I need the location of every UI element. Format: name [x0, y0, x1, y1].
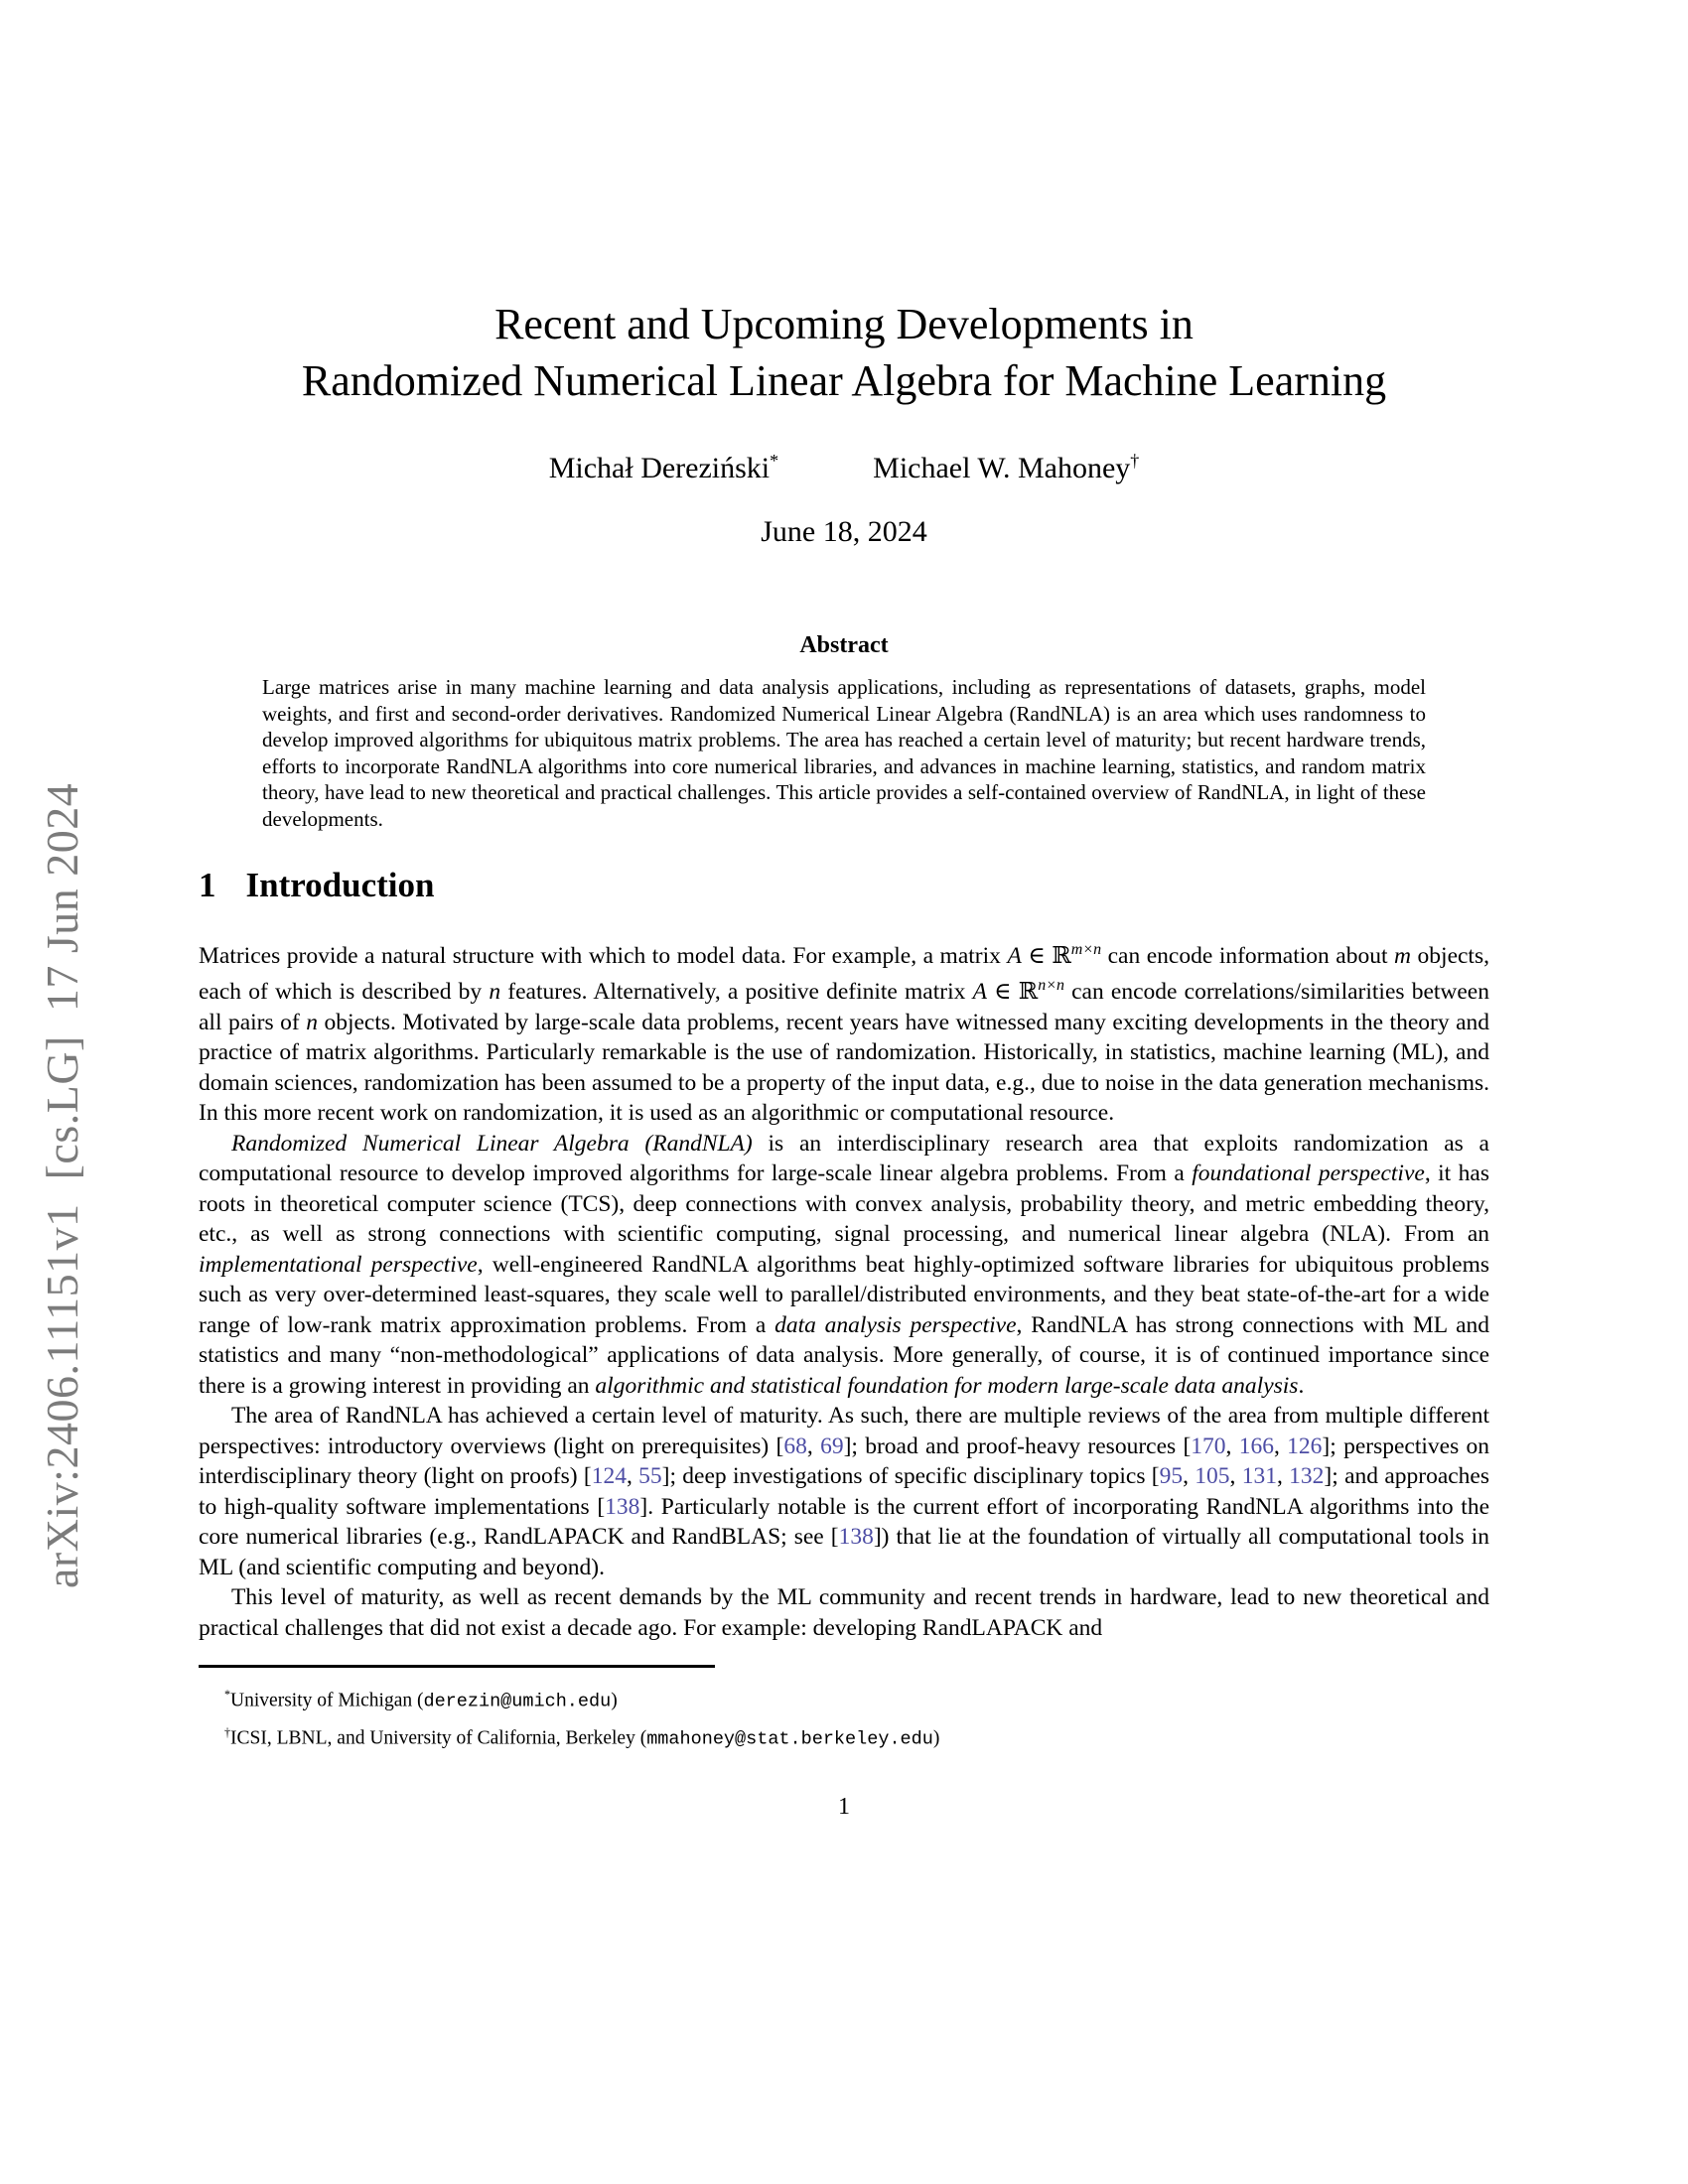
footnote-email: derezin@umich.edu [423, 1691, 612, 1712]
author-2 [873, 451, 1139, 485]
footnotes-block [199, 1680, 1489, 1754]
author-2-name: Michael W. Mahoney [873, 452, 1131, 484]
abstract-heading: Abstract [799, 632, 889, 658]
paper-title [199, 296, 1489, 409]
math-superscript: m×n [1070, 941, 1102, 958]
body-paragraph [199, 1401, 1489, 1582]
footnote-mark: † [224, 1724, 231, 1739]
arxiv-watermark: arXiv:2406.11151v1 [cs.LG] 17 Jun 2024 [37, 782, 87, 1588]
text-segment: can encode correlations/similarities between all pairs of [199, 979, 1489, 1035]
text-segment: The area of RandNLA has achieved a certain level of maturity. As such, there are multiple reviews of the area from multiple different perspectives: introductory overviews (light on prerequisites) [ [199, 1403, 1489, 1459]
footnote [199, 1680, 1489, 1717]
paper-title-line1: Recent and Upcoming Developments in [494, 300, 1194, 348]
citation-link[interactable]: 132 [1289, 1463, 1325, 1490]
text-segment: . [1298, 1372, 1305, 1399]
text-segment: objects. Motivated by large-scale data problems, recent years have witnessed many exciting developments in the theory and practice of matrix algorithms. Particularly remarkable is the use of randomization. Historically, in statistics, machine learning (ML), and domain sciences, randomization has been assumed to be a property of the input data, e.g., due to noise in the data generation mechanisms. In this more recent work on randomization, it is used as an algorithmic or computational resource. [199, 1009, 1489, 1127]
author-1-name: Michał Dereziński [548, 452, 771, 484]
page-number: 1 [838, 1794, 850, 1821]
text-segment: ICSI, LBNL, and University of California, Berkeley ( [230, 1727, 647, 1749]
paper-title-line2: Randomized Numerical Linear Algebra for Machine Learning [301, 356, 1387, 405]
citation-link[interactable]: 55 [638, 1463, 662, 1490]
author-1-affiliation-mark: * [770, 451, 779, 471]
text-segment: , [1273, 1433, 1288, 1459]
text-segment: , [1183, 1463, 1196, 1490]
text-segment: ]; broad and proof-heavy resources [ [843, 1433, 1192, 1459]
author-1 [549, 451, 778, 485]
text-segment: This level of maturity, as well as recent demands by the ML community and recent trends in hardware, lead to new theoretical and practical challenges that did not exist a decade ago. For example: developing RandLAPACK and [199, 1584, 1489, 1641]
text-segment: , [1276, 1463, 1290, 1490]
math-variable: A [972, 979, 987, 1006]
text-segment: is an interdisciplinary research area that exploits randomization as a computational resource to develop improved algorithms for large-scale linear algebra problems. From a [199, 1130, 1489, 1187]
emphasis-text: data analysis perspective [774, 1311, 1017, 1338]
paper-date: June 18, 2024 [761, 515, 927, 548]
text-segment: ∈ ℝ [1021, 942, 1071, 969]
citation-link[interactable]: 69 [820, 1433, 844, 1459]
citation-link[interactable]: 166 [1238, 1433, 1274, 1459]
emphasis-text: foundational perspective [1192, 1160, 1425, 1187]
citation-link[interactable]: 131 [1241, 1463, 1277, 1490]
text-segment: ]; perspectives on interdisciplinary theory (light on proofs) [ [199, 1433, 1490, 1490]
math-superscript: n×n [1038, 977, 1064, 995]
citation-link[interactable]: 126 [1287, 1433, 1323, 1459]
emphasis-text: Randomized Numerical Linear Algebra (RandNLA) [231, 1130, 753, 1157]
paper-content [199, 0, 1489, 1821]
emphasis-text: algorithmic and statistical foundation for modern large-scale data analysis [595, 1372, 1299, 1399]
math-variable: m [1394, 942, 1412, 969]
text-segment: Matrices provide a natural structure with which to model data. For example, a matrix [199, 942, 1008, 969]
body-paragraph [199, 1582, 1489, 1643]
text-segment: , [1229, 1463, 1242, 1490]
text-segment: , well-engineered RandNLA algorithms beat highly-optimized software libraries for ubiquitous problems such as very over-determined least-squares, they scale well to parallel/distributed environments, and they beat state-of-the-art for a wide range of low-rank matrix approximation problems. From a [199, 1251, 1490, 1338]
footnote [199, 1717, 1489, 1755]
math-variable: A [1007, 942, 1022, 969]
body-paragraph [199, 1129, 1489, 1402]
footnote-email: mmahoney@stat.berkeley.edu [646, 1728, 933, 1750]
text-segment: , it has roots in theoretical computer science (TCS), deep connections with convex analysis, probability theory, and metric embedding theory, etc., as well as strong connections with scientific computing, signal processing, and numerical linear algebra (NLA). From an [199, 1160, 1489, 1248]
citation-link[interactable]: 138 [605, 1493, 640, 1520]
math-variable: n [306, 1009, 318, 1035]
text-segment: , [1225, 1433, 1239, 1459]
text-segment: objects, each of which is described by [199, 942, 1489, 1006]
text-segment: features. Alternatively, a positive definite matrix [500, 979, 973, 1006]
text-segment: University of Michigan ( [230, 1690, 424, 1711]
text-segment: ]) that lie at the foundation of virtually all computational tools in ML (and scientific computing and beyond). [199, 1524, 1490, 1580]
citation-link[interactable]: 124 [591, 1463, 627, 1490]
footnote-mark: * [224, 1688, 231, 1703]
footnote-rule [199, 1665, 715, 1668]
author-block [199, 451, 1489, 485]
text-segment: ]. Particularly notable is the current effort of incorporating RandNLA algorithms into the core numerical libraries (e.g., RandLAPACK and RandBLAS; see [ [199, 1493, 1490, 1551]
text-segment: can encode information about [1101, 942, 1395, 969]
text-segment: ) [611, 1690, 618, 1711]
abstract-text: Large matrices arise in many machine learning and data analysis applications, including as representations of datasets, graphs, model weights, and first and second-order derivatives. Randomized Numerical Linear Algebra (RandNLA) is an area which uses randomness to develop improved algorithms for ubiquitous matrix problems. The area has reached a certain level of maturity; but recent hardware trends, efforts to incorporate RandNLA algorithms into core numerical libraries, and advances in machine learning, statistics, and random matrix theory, have lead to new theoretical and practical challenges. This article provides a self-contained overview of RandNLA, in light of these developments. [262, 675, 1426, 831]
text-segment: ]; deep investigations of specific disciplinary topics [ [661, 1463, 1160, 1490]
section-title: Introduction [245, 866, 435, 904]
emphasis-text: implementational perspective [199, 1251, 478, 1278]
text-segment: , [806, 1433, 821, 1459]
section-number: 1 [199, 866, 216, 904]
section-heading [199, 866, 1489, 905]
text-segment: ∈ ℝ [986, 979, 1039, 1006]
text-segment: ]; and approaches to high-quality software implementations [ [199, 1463, 1490, 1520]
text-segment: ) [932, 1727, 940, 1749]
citation-link[interactable]: 95 [1159, 1463, 1184, 1490]
body-paragraph [199, 935, 1489, 1129]
text-segment: , [626, 1463, 639, 1490]
author-2-affiliation-mark: † [1130, 451, 1140, 471]
introduction-body [199, 935, 1489, 1643]
citation-link[interactable]: 138 [838, 1524, 874, 1551]
citation-link[interactable]: 170 [1191, 1433, 1226, 1459]
text-segment: , RandNLA has strong connections with ML and statistics and many “non-methodological” applications of data analysis. More generally, of course, it is of continued importance since there is a growing interest in providing an [199, 1311, 1490, 1399]
math-variable: n [489, 979, 501, 1006]
citation-link[interactable]: 68 [783, 1433, 807, 1459]
citation-link[interactable]: 105 [1195, 1463, 1230, 1490]
